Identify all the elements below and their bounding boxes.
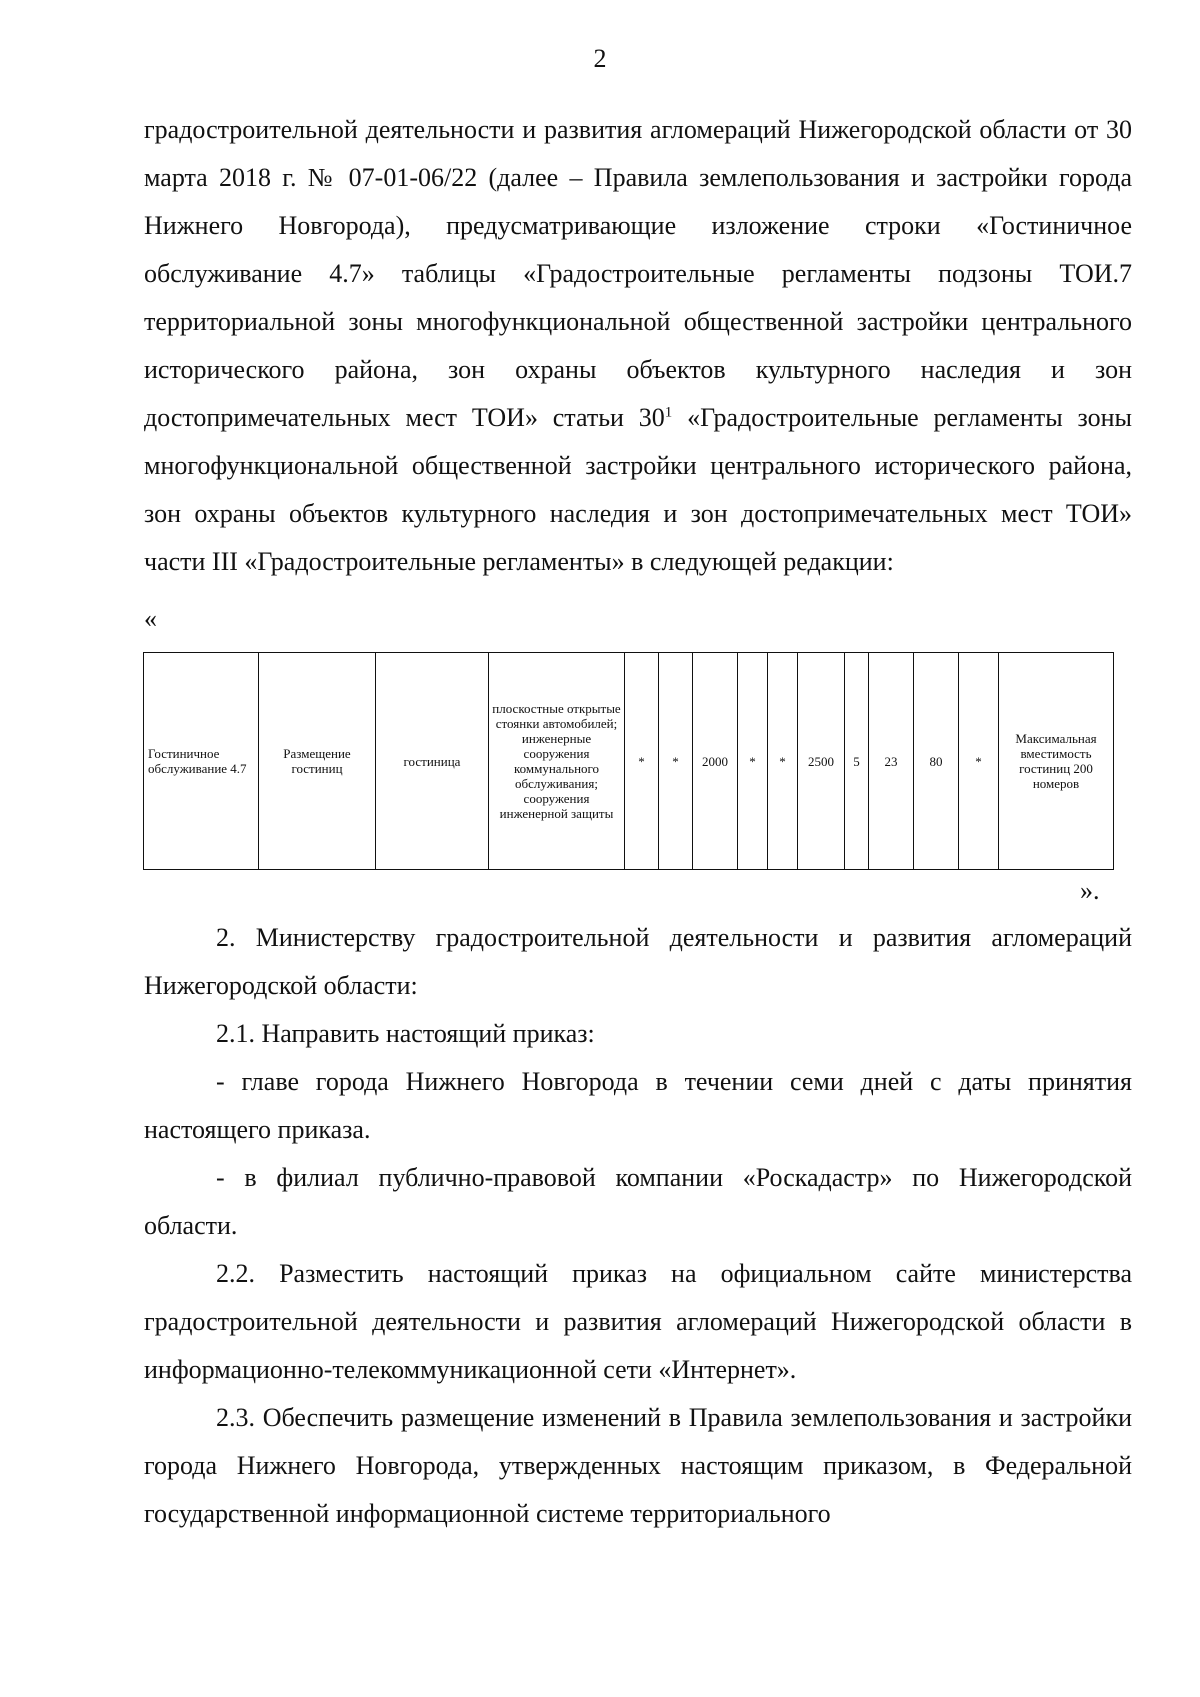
paragraph-2-1-item-1: - главе города Нижнего Новгорода в течении семи дней с даты принятия настоящего приказа. (144, 1067, 1132, 1144)
cell-object-type: гостиница (376, 653, 489, 870)
cell-note: Максимальная вместимость гостиниц 200 номеров (999, 653, 1114, 870)
cell-auxiliary-use: плоскостные открытые стоянки автомобилей; инженерные сооружения коммунального обслуживания; сооружения инженерной защиты (489, 653, 625, 870)
paragraph-2: 2. Министерству градостроительной деятельности и развития агломераций Нижегородской области: (144, 923, 1132, 1000)
paragraph-2-3: 2.3. Обеспечить размещение изменений в Правила землепользования и застройки города Нижнего Новгорода, утвержденных настоящим приказом, в Федеральной государственной информационной системе территориального (144, 1403, 1132, 1528)
cell-param-8: 23 (869, 653, 914, 870)
paragraph-2-1: 2.1. Направить настоящий приказ: (216, 1019, 595, 1048)
cell-land-use-type: Гостиничное обслуживание 4.7 (144, 653, 259, 870)
article-superscript: 1 (664, 404, 673, 421)
cell-param-7: 5 (845, 653, 869, 870)
table-close-quote: ». (1080, 876, 1100, 905)
cell-param-3: 2000 (693, 653, 738, 870)
cell-param-1: * (625, 653, 659, 870)
cell-permitted-use: Размещение гостиниц (259, 653, 376, 870)
table-open-quote: « (144, 604, 157, 633)
cell-param-9: 80 (914, 653, 959, 870)
table-row (144, 653, 1114, 870)
intro-text-part-1: градостроительной деятельности и развития агломераций Нижегородской области от 30 марта 2018 г. № 07-01-06/22 (далее – Правила землепользования и застройки города Нижнего Новгорода), предусматривающие изложение строки «Гостиничное обслуживание 4.7» таблицы «Градостроительные регламенты подзоны ТОИ.7 территориальной зоны многофункциональной общественной застройки центрального исторического района, зон охраны объектов культурного наследия и зон достопримечательных мест ТОИ» статьи 30 (144, 115, 1132, 432)
paragraph-2-2: 2.2. Разместить настоящий приказ на официальном сайте министерства градостроительной деятельности и развития агломераций Нижегородской области в информационно-телекоммуникационной сети «Интернет». (144, 1259, 1132, 1384)
paragraph-2-1-item-2: - в филиал публично-правовой компании «Роскадастр» по Нижегородской области. (144, 1163, 1132, 1240)
page-number: 2 (593, 44, 607, 73)
cell-param-10: * (959, 653, 999, 870)
cell-param-6: 2500 (798, 653, 845, 870)
regulation-table (143, 652, 1114, 870)
intro-text-part-2: «Градостроительные регламенты зоны многофункциональной общественной застройки центрального исторического района, зон охраны объектов культурного наследия и зон достопримечательных мест ТОИ» части III «Градостроительные регламенты» в следующей редакции: (144, 403, 1132, 576)
intro-paragraph (144, 106, 1132, 586)
cell-param-2: * (659, 653, 693, 870)
cell-param-5: * (768, 653, 798, 870)
cell-param-4: * (738, 653, 768, 870)
